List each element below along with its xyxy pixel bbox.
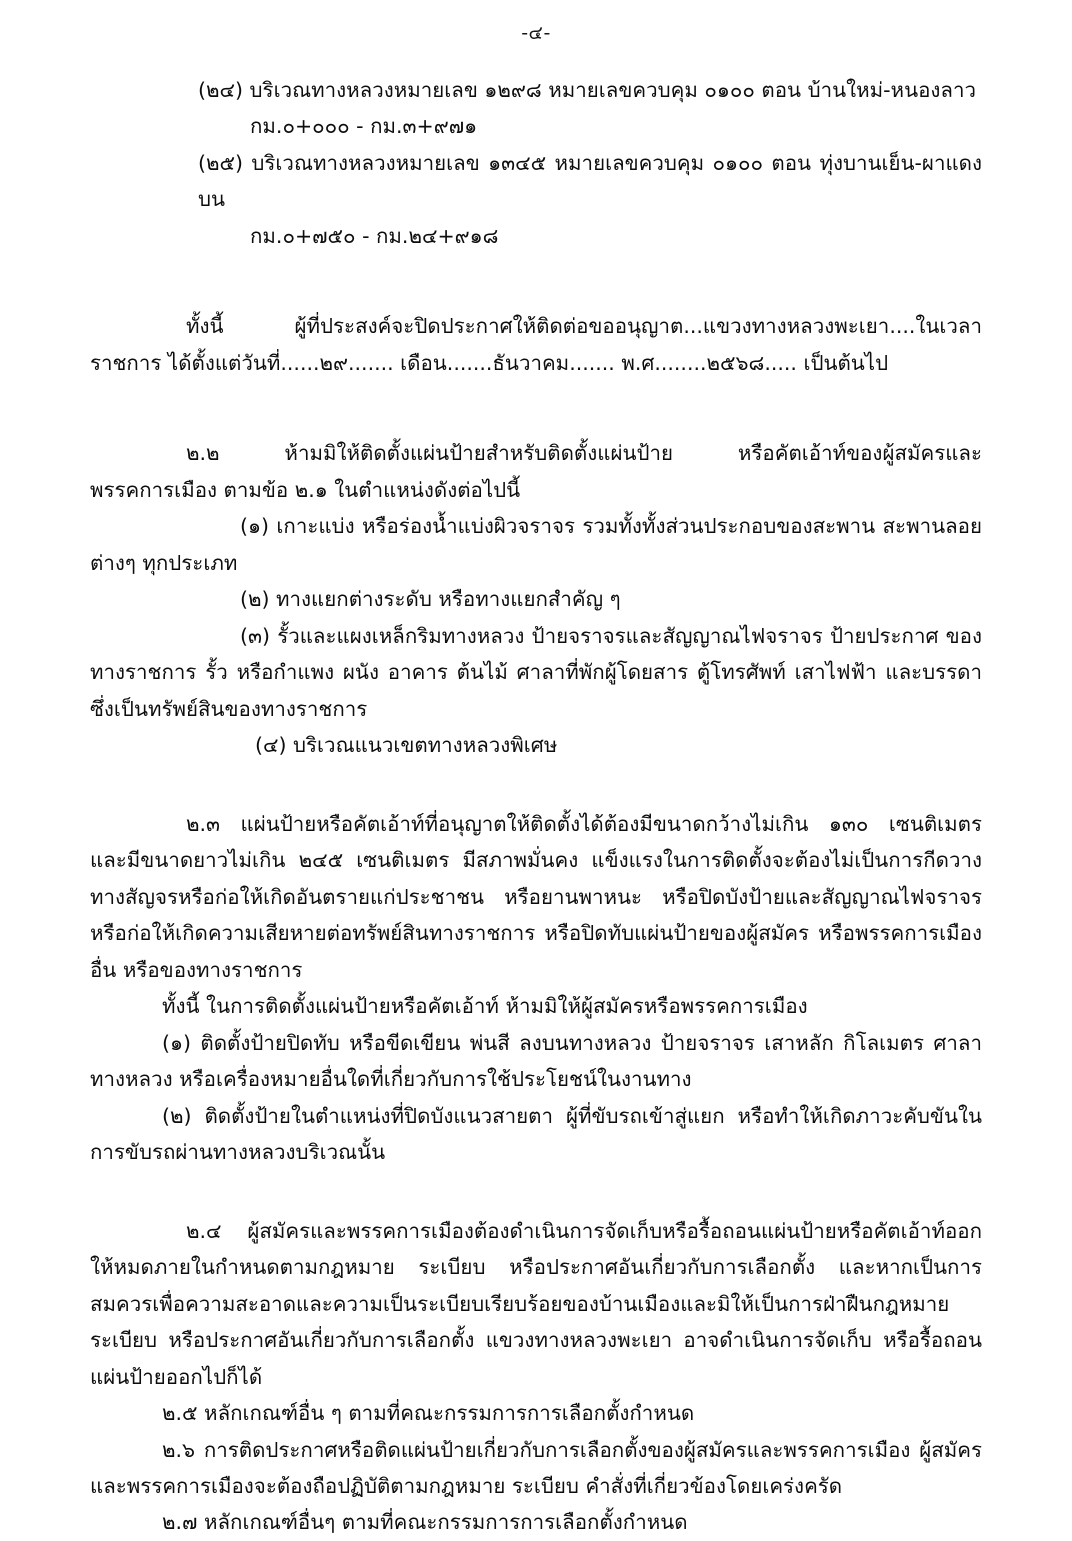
page-number: -๔-: [521, 22, 551, 44]
clause-2-5: ๒.๕ หลักเกณฑ์อื่น ๆ ตามที่คณะกรรมการการเลือกตั้งกำหนด: [162, 1401, 695, 1426]
spacer: [90, 1171, 982, 1213]
list-item: กม.๐+๐๐๐ - กม.๓+๙๗๑: [250, 114, 478, 139]
list-item: (๒๔) บริเวณทางหลวงหมายเลข ๑๒๙๘ หมายเลขควบคุม ๐๑๐๐ ตอน บ้านใหม่-หนองลาว: [198, 78, 976, 102]
clause-2-2-item-3: (๓) รั้วและแผงเหล็กริมทางหลวง ป้ายจราจรและสัญญาณไฟจราจร ป้ายประกาศ ของทางราชการ รั้ว หรือกำแพง ผนัง อาคาร ต้นไม้ ศาลาที่พักผู้โดยสาร ตู้โทรศัพท์ เสาไฟฟ้า และบรรดาซึ่งเป็นทรัพย์สินของทางราชการ: [90, 623, 982, 721]
document-body: [90, 72, 982, 1541]
spacer: [90, 381, 982, 435]
clause-2-2: ๒.๒ ห้ามมิให้ติดตั้งแผ่นป้ายสำหรับติดตั้งแผ่นป้าย หรือคัตเอ้าท์ของผู้สมัครและพรรคการเมือง ตามข้อ ๒.๑ ในตำแหน่งดังต่อไปนี้: [90, 441, 982, 502]
spacer: [90, 764, 982, 806]
clause-2-3-item-1: (๑) ติดตั้งป้ายปิดทับ หรือขีดเขียน พ่นสี ลงบนทางหลวง ป้ายจราจร เสาหลัก กิโลเมตร ศาลาทางหลวง หรือเครื่องหมายอื่นใดที่เกี่ยวกับการใช้ประโยชน์ในงานทาง: [90, 1030, 982, 1092]
clause-2-2-item-1: (๑) เกาะแบ่ง หรือร่องน้ำแบ่งผิวจราจร รวมทั้งทั้งส่วนประกอบของสะพาน สะพานลอยต่างๆ ทุกประเภท: [90, 514, 982, 575]
clause-2-2-item-2: (๒) ทางแยกต่างระดับ หรือทางแยกสำคัญ ๆ: [240, 587, 621, 612]
clause-2-3: ๒.๓ แผ่นป้ายหรือคัตเอ้าท์ที่อนุญาตให้ติดตั้งได้ต้องมีขนาดกว้างไม่เกิน ๑๓๐ เซนติเมตร และมีขนาดยาวไม่เกิน ๒๔๕ เซนติเมตร มีสภาพมั่นคง แข็งแรงในการติดตั้งจะต้องไม่เป็นการกีดวางทางสัญจรหรือก่อให้เกิดอันตรายแก่ประชาชน หรือยานพาหนะ หรือปิดบังป้ายและสัญญาณไฟจราจรหรือก่อให้เกิดความเสียหายต่อทรัพย์สินทางราชการ หรือปิดทับแผ่นป้ายของผู้สมัคร หรือพรรคการเมืองอื่น หรือของทางราชการ: [90, 811, 982, 982]
paragraph-notice: ทั้งนี้ ผู้ที่ประสงค์จะปิดประกาศให้ติดต่อขออนุญาต...แขวงทางหลวงพะเยา....ในเวลาราชการ ได้ตั้งแต่วันที่......๒๙....... เดือน.......ธันวาคม....... พ.ศ........๒๕๖๘..... เป็นต้นไป: [90, 314, 982, 375]
clause-2-3-note: ทั้งนี้ ในการติดตั้งแผ่นป้ายหรือคัตเอ้าท์ ห้ามมิให้ผู้สมัครหรือพรรคการเมือง: [162, 994, 808, 1019]
list-item: กม.๐+๗๕๐ - กม.๒๔+๙๑๘: [250, 223, 499, 248]
list-item: (๒๕) บริเวณทางหลวงหมายเลข ๑๓๔๕ หมายเลขควบคุม ๐๑๐๐ ตอน ทุ่งบานเย็น-ผาแดงบน: [198, 150, 982, 212]
clause-2-7: ๒.๗ หลักเกณฑ์อื่นๆ ตามที่คณะกรรมการการเลือกตั้งกำหนด: [162, 1510, 688, 1535]
clause-2-4: ๒.๔ ผู้สมัครและพรรคการเมืองต้องดำเนินการจัดเก็บหรือรื้อถอนแผ่นป้ายหรือคัตเอ้าท์ออกให้หมดภายในกำหนดตามกฎหมาย ระเบียบ หรือประกาศอันเกี่ยวกับการเลือกตั้ง และหากเป็นการสมควรเพื่อความสะอาดและความเป็นระเบียบเรียบร้อยของบ้านเมืองและมิให้เป็นการฝ่าฝืนกฎหมาย ระเบียบ หรือประกาศอันเกี่ยวกับการเลือกตั้ง แขวงทางหลวงพะเยา อาจดำเนินการจัดเก็บ หรือรื้อถอนแผ่นป้ายออกไปก็ได้: [90, 1218, 982, 1389]
clause-2-3-item-2: (๒) ติดตั้งป้ายในตำแหน่งที่ปิดบังแนวสายตา ผู้ที่ขับรถเข้าสู่แยก หรือทำให้เกิดภาวะคับขันในการขับรถผ่านทางหลวงบริเวณนั้น: [90, 1103, 982, 1165]
clause-2-6: ๒.๖ การติดประกาศหรือติดแผ่นป้ายเกี่ยวกับการเลือกตั้งของผู้สมัครและพรรคการเมือง ผู้สมัครและพรรคการเมืองจะต้องถือปฏิบัติตามกฎหมาย ระเบียบ คำสั่งที่เกี่ยวข้องโดยเคร่งครัด: [90, 1437, 982, 1498]
clause-2-2-item-4: (๔) บริเวณแนวเขตทางหลวงพิเศษ: [255, 733, 558, 758]
spacer: [90, 254, 982, 308]
